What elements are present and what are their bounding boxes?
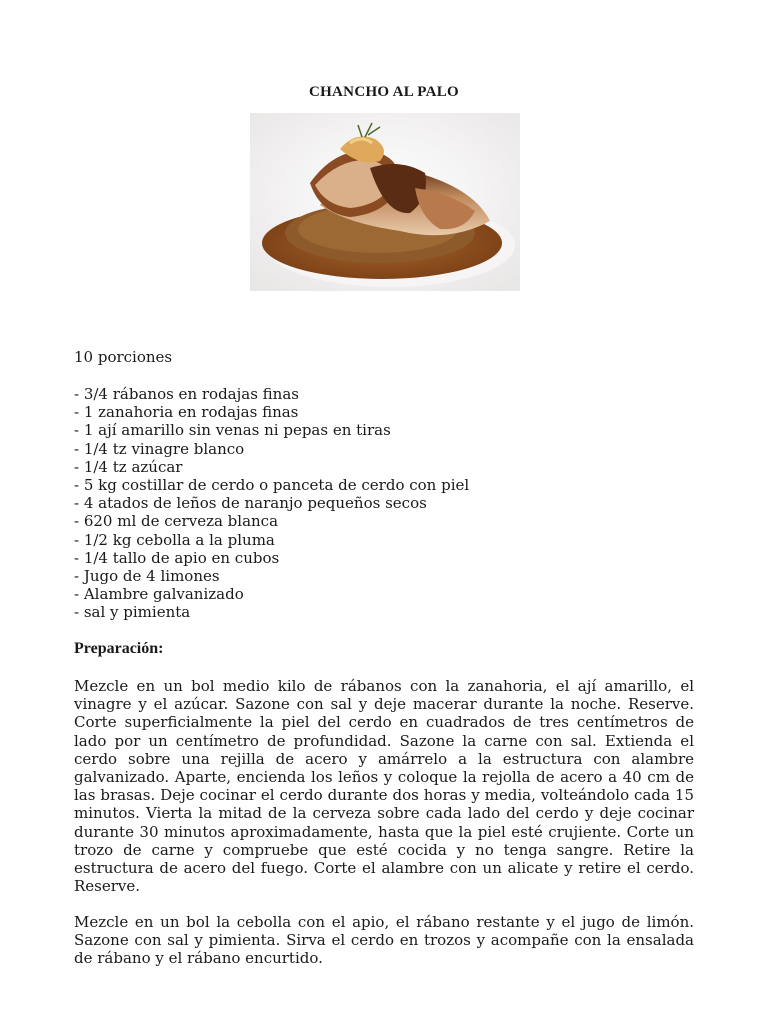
ingredient-item: - 3/4 rábanos en rodajas finas [74,385,299,403]
ingredient-item: - 1/4 tallo de apio en cubos [74,548,280,567]
serving-paragraph: Mezcle en un bol la cebolla con el apio, el rábano restante y el jugo de limón. Sazone con sal y pimienta. Sirva el cerdo en trozos y acompañe con la ensalada de rábano y el rábano encurtido. [74,913,694,968]
ingredient-item: - 1/2 kg cebolla a la pluma [74,530,275,549]
ingredient-item: - Alambre galvanizado [74,585,244,604]
ingredient-item: - 4 atados de leños de naranjo pequeños secos [74,494,427,513]
dish-photo [250,113,520,291]
ingredients-list [74,385,469,622]
ingredient-item: - 1 zanahoria en rodajas finas [74,403,299,422]
ingredient-item: - 620 ml de cerveza blanca [74,512,279,531]
preparation-heading: Preparación: [74,640,164,657]
preparation-paragraph: Mezcle en un bol medio kilo de rábanos con la zanahoria, el ají amarillo, el vinagre y el azúcar. Sazone con sal y deje macerar durante la noche. Reserve. Corte superficialmente la piel del cerdo en cuadrados de tres centímetros de lado por un centímetro de profundidad. Sazone la carne con sal. Extienda el cerdo sobre una rejilla de acero y amárrelo a la estructura con alambre galvanizado. Aparte, encienda los leños y coloque la rejolla de acero a 40 cm de las brasas. Deje cocinar el cerdo durante dos horas y media, volteándolo cada 15 minutos. Vierta la mitad de la cerveza sobre cada lado del cerdo y deje cocinar durante 30 minutos aproximadamente, hasta que la piel esté crujiente. Corte un trozo de carne y compruebe que esté cocida y no tenga sangre. Retire la estructura de acero del fuego. Corte el alambre con un alicate y retire el cerdo. Reserve. [74,677,694,896]
dish-illustration [250,113,520,291]
ingredient-item: - 1 ají amarillo sin venas ni pepas en tiras [74,421,391,440]
ingredient-item: - 1/4 tz azúcar [74,457,183,476]
ingredient-item: - 5 kg costillar de cerdo o panceta de cerdo con piel [74,476,470,495]
ingredient-item: - 1/4 tz vinagre blanco [74,439,245,458]
ingredient-item: - sal y pimienta [74,603,191,622]
page-title: CHANCHO AL PALO [308,84,460,100]
portions: 10 porciones [74,348,173,366]
ingredient-item: - Jugo de 4 limones [74,567,220,586]
